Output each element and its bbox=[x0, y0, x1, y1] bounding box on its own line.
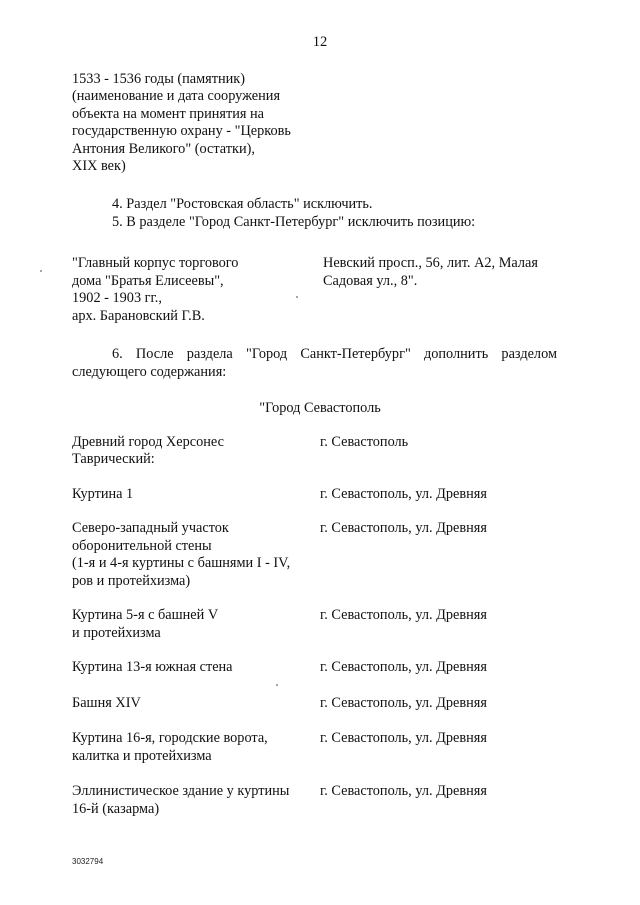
entry-name-line: (1-я и 4-я куртины с башнями I - IV, bbox=[72, 555, 291, 571]
entry-name-line: Башня XIV bbox=[72, 695, 141, 711]
entry-address: г. Севастополь, ул. Древняя bbox=[320, 695, 487, 711]
excluded-entry-address bbox=[323, 255, 538, 290]
entry-address: г. Севастополь, ул. Древняя bbox=[320, 486, 487, 502]
entry-name bbox=[72, 659, 233, 676]
entry-name-line: оборонительной стены bbox=[72, 537, 212, 554]
page-number: 12 bbox=[312, 34, 328, 50]
entry-address: г. Севастополь bbox=[320, 434, 409, 450]
entry-name-line: Северо-западный участок bbox=[72, 520, 229, 536]
continued-entry-line: государственную охрану - "Церковь bbox=[72, 123, 291, 140]
paragraph-5: 5. В разделе "Город Санкт-Петербург" исключить позицию: bbox=[112, 214, 476, 230]
continued-entry-line: объекта на момент принятия на bbox=[72, 105, 264, 122]
entry-address: г. Севастополь, ул. Древняя bbox=[320, 607, 487, 623]
entry-name bbox=[72, 486, 133, 503]
excluded-entry-address-line: Невский просп., 56, лит. А2, Малая bbox=[323, 255, 538, 271]
entry-name bbox=[72, 434, 224, 468]
entry-name-line: Куртина 16-я, городские ворота, bbox=[72, 730, 268, 746]
entry-name-line: Древний город Херсонес bbox=[72, 434, 224, 450]
entry-address: г. Севастополь, ул. Древняя bbox=[320, 520, 487, 536]
entry-name-line: 16-й (казарма) bbox=[72, 800, 160, 817]
entry-name bbox=[72, 695, 141, 712]
continued-entry-line: Антония Великого" (остатки), bbox=[72, 140, 255, 157]
entry-name-line: ров и протейхизма) bbox=[72, 572, 191, 589]
continued-entry bbox=[72, 71, 291, 175]
entry-address: г. Севастополь, ул. Древняя bbox=[320, 730, 487, 746]
excluded-entry-name bbox=[72, 255, 238, 325]
paragraph-6-line: следующего содержания: bbox=[72, 364, 227, 380]
entry-name-line: Куртина 1 bbox=[72, 486, 134, 502]
excluded-entry-address-line: Садовая ул., 8". bbox=[323, 272, 418, 289]
excluded-entry-name-line: арх. Барановский Г.В. bbox=[72, 307, 205, 324]
paragraph-6 bbox=[72, 346, 557, 381]
entry-name-line: Куртина 5-я с башней V bbox=[72, 607, 219, 623]
scan-speck bbox=[276, 684, 278, 686]
entry-name-line: калитка и протейхизма bbox=[72, 747, 212, 764]
entry-address: г. Севастополь, ул. Древняя bbox=[320, 659, 487, 675]
entry-address: г. Севастополь, ул. Древняя bbox=[320, 783, 487, 799]
excluded-entry-name-line: дома "Братья Елисеевы", bbox=[72, 272, 224, 289]
scan-speck bbox=[40, 270, 42, 272]
entry-name-line: и протейхизма bbox=[72, 624, 161, 641]
entry-name-line: Эллинистическое здание у куртины bbox=[72, 783, 290, 799]
excluded-entry-name-line: "Главный корпус торгового bbox=[72, 255, 239, 271]
paragraph-4: 4. Раздел "Ростовская область" исключить. bbox=[112, 196, 373, 212]
excluded-entry-name-line: 1902 - 1903 гг., bbox=[72, 290, 162, 306]
entry-name bbox=[72, 607, 218, 642]
entry-name bbox=[72, 730, 268, 765]
entry-name bbox=[72, 783, 289, 818]
section-heading: "Город Севастополь bbox=[259, 400, 381, 416]
entry-name-line: Таврический: bbox=[72, 451, 155, 467]
entry-name bbox=[72, 520, 290, 590]
continued-entry-line: XIX век) bbox=[72, 157, 126, 174]
entry-name-line: Куртина 13-я южная стена bbox=[72, 659, 233, 675]
document-code: 3032794 bbox=[72, 857, 104, 866]
scan-speck bbox=[296, 296, 298, 298]
continued-entry-line: (наименование и дата сооружения bbox=[72, 88, 281, 105]
paragraph-6-line: 6. После раздела "Город Санкт-Петербург" дополнить разделом bbox=[112, 346, 557, 362]
continued-entry-line: 1533 - 1536 годы (памятник) bbox=[72, 71, 246, 87]
